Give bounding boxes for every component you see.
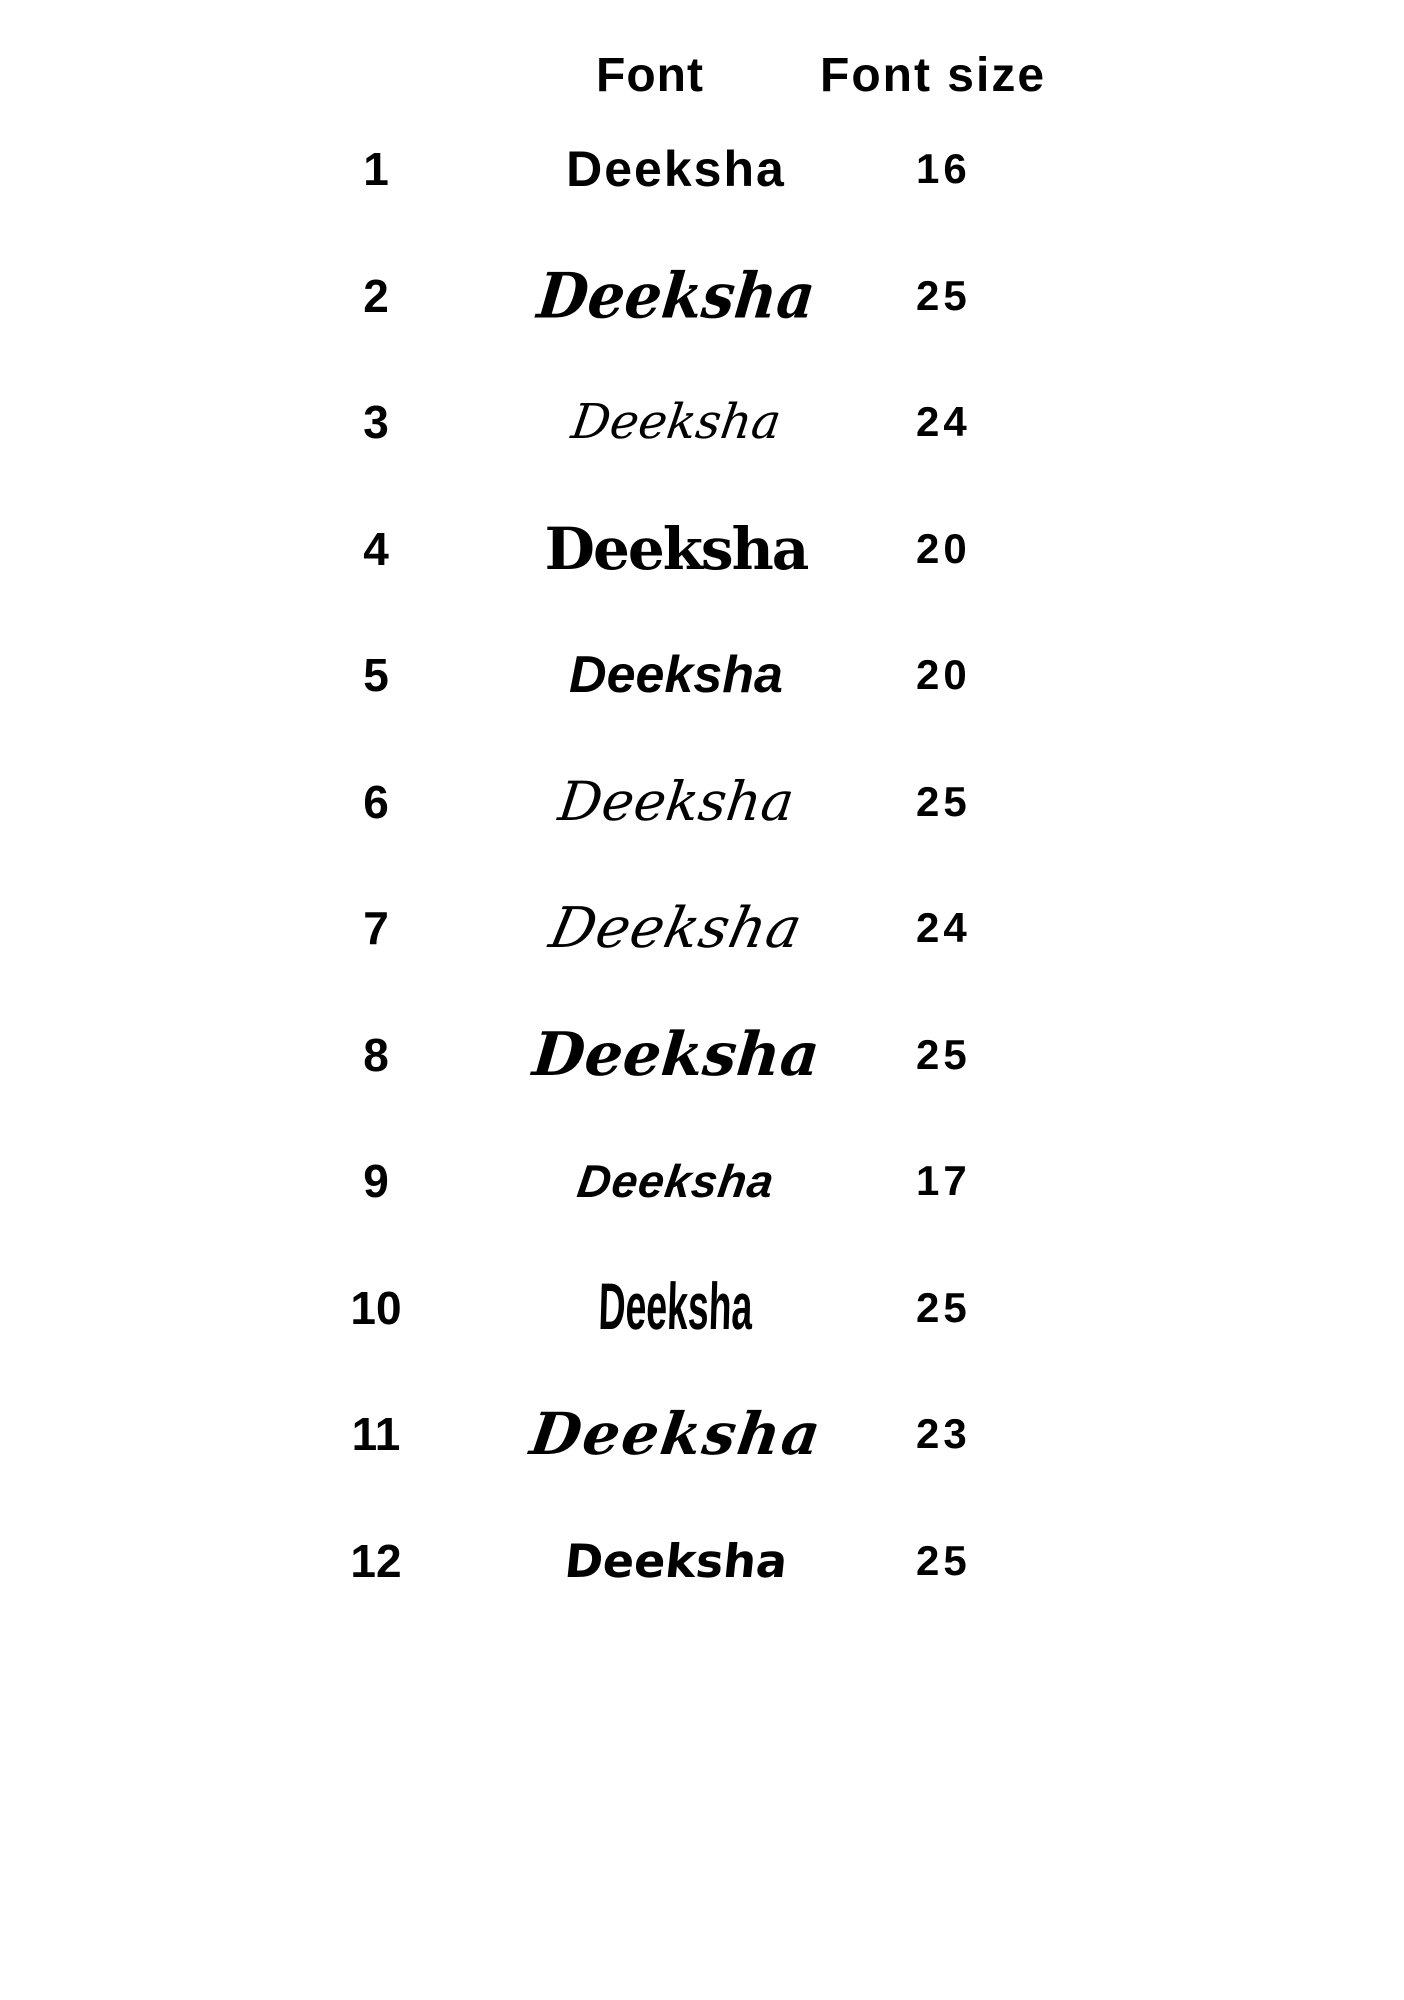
font-sample	[476, 645, 876, 705]
font-sample-text: Deeksha	[544, 514, 808, 583]
row-number: 11	[351, 1408, 401, 1461]
table-row	[0, 1118, 1404, 1245]
font-sample	[476, 394, 876, 450]
row-number: 12	[350, 1534, 402, 1587]
font-sample	[476, 140, 876, 198]
font-sample-text: Deeksha	[533, 259, 819, 333]
font-size-column-header: Font size	[820, 49, 1047, 102]
font-sample-text: Deeksha	[561, 1533, 791, 1588]
font-size-value: 24	[916, 398, 971, 446]
table-row	[0, 865, 1404, 992]
font-size-value: 20	[916, 524, 971, 572]
font-sample	[476, 1154, 876, 1208]
row-number: 5	[363, 649, 389, 702]
table-row	[0, 1245, 1404, 1372]
font-size-value: 20	[916, 651, 971, 699]
font-sample	[476, 1020, 876, 1090]
font-sample-text: Deeksha	[554, 770, 798, 834]
row-number: 10	[350, 1281, 402, 1334]
font-size-value: 25	[916, 1283, 971, 1331]
table-row	[0, 1498, 1404, 1625]
table-row	[0, 1371, 1404, 1498]
font-sample	[476, 515, 876, 583]
font-sample	[476, 259, 876, 333]
row-number: 2	[363, 269, 389, 322]
font-table-rows	[0, 106, 1404, 1624]
font-column-header: Font	[596, 49, 704, 102]
font-size-value: 25	[916, 1030, 971, 1078]
row-number: 1	[363, 143, 389, 196]
font-sample-text: Deeksha	[566, 141, 786, 198]
font-sample	[476, 1400, 876, 1468]
font-sample	[476, 1270, 876, 1344]
font-sample-text: Deeksha	[597, 1270, 755, 1344]
font-sample-text: Deeksha	[567, 394, 785, 451]
row-number: 9	[363, 1155, 389, 1208]
font-size-value: 25	[916, 271, 971, 319]
font-size-value: 25	[916, 777, 971, 825]
font-sample-text: Deeksha	[569, 646, 783, 705]
font-sample-text: Deeksha	[525, 1400, 827, 1469]
font-sample-text: Deeksha	[529, 1019, 823, 1090]
font-sample	[476, 896, 876, 961]
table-row	[0, 992, 1404, 1119]
row-number: 7	[363, 902, 389, 955]
font-sample	[476, 1534, 876, 1588]
table-header	[0, 48, 1404, 102]
table-row	[0, 486, 1404, 613]
row-number: 4	[363, 522, 389, 575]
font-size-value: 25	[916, 1536, 971, 1584]
font-size-value: 23	[916, 1410, 971, 1458]
table-row	[0, 233, 1404, 360]
row-number: 6	[363, 775, 389, 828]
font-size-value: 16	[916, 145, 971, 193]
font-sample-text: Deeksha	[574, 1155, 778, 1208]
font-size-value: 17	[916, 1157, 971, 1205]
table-row	[0, 739, 1404, 866]
row-number: 8	[363, 1028, 389, 1081]
table-row	[0, 359, 1404, 486]
font-size-value: 24	[916, 904, 971, 952]
font-sample-text: Deeksha	[543, 895, 809, 961]
font-sample	[476, 770, 876, 833]
table-row	[0, 612, 1404, 739]
table-row	[0, 106, 1404, 233]
row-number: 3	[363, 396, 389, 449]
